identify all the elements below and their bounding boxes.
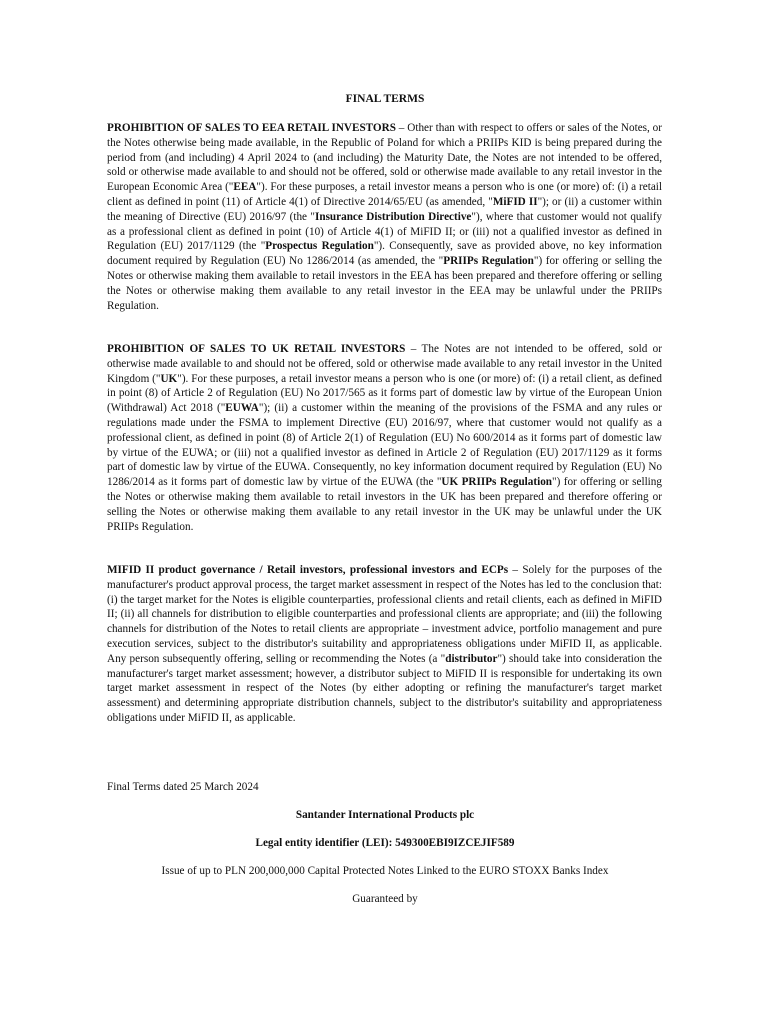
legal-entity-identifier: Legal entity identifier (LEI): 549300EBI9IZCEJIF589 [255, 837, 515, 849]
text-span: – Other than with respect to offers or sales of the Notes, or the Notes otherwise being made available, in the Republic of Poland for which a PRIIPs KID is being prepared during the period from (and including) 4 April 2024 to (and including) the Maturity Date, the Notes are not intended to be offered, sold or otherwise made available to and should not be offered, sold or otherwise made available to any retail investor in the European Economic Area (" [107, 122, 663, 194]
eea-heading: PROHIBITION OF SALES TO EEA RETAIL INVESTORS [107, 122, 396, 134]
mifid-governance-paragraph [107, 563, 662, 726]
text-span: – Solely for the purposes of the manufacturer's product approval process, the target market assessment in respect of the Notes has led to the conclusion that: (i) the target market for the Notes is eligible counterparties, professional clients and retail clients, each as defined in MiFID II; (ii) all channels for distribution to eligible counterparties and professional clients are appropriate; and (iii) the following channels for distribution of the Notes to retail clients are appropriate – investment advice, portfolio management and pure execution services, subject to the distributor's suitability and appropriateness obligations under MiFID II, as applicable. Any person subsequently offering, selling or recommending the Notes (a " [107, 564, 662, 665]
term-eea: EEA [233, 181, 257, 194]
text-span: "); (ii) a customer within the meaning of the provisions of the FSMA and any rules or regulations made under the FSMA to implement Directive (EU) 2016/97, where that customer would not qualify as a professional client, as defined in point (8) of Article 2(1) of Regulation (EU) No 600/2014 as it forms part of domestic law by virtue of the EUWA; or (iii) not a qualified investor as defined in Article 2 of Regulation (EU) 2017/1129 as it forms part of domestic law by virtue of the EUWA. Consequently, no key information document required by Regulation (EU) No 1286/2014 as it forms part of domestic law by virtue of the EUWA (the " [107, 402, 663, 489]
text-span: ") should take into consideration the manufacturer's target market assessment; however, a distributor subject to MiFID II is responsible for undertaking its own target market assessment in respect of the Notes (by either adopting or refining the manufacturer's target market assessment) and determining appropriate distribution channels, subject to the distributor's suitability and appropriateness obligations under MiFID II, as applicable. [107, 652, 662, 724]
text-span: ") for offering or selling the Notes or otherwise making them available to retail investors in the EEA has been prepared and therefore offering or selling the Notes or otherwise making them available to any retail investor in the EEA may be unlawful under the PRIIPs Regulation. [107, 255, 662, 312]
term-distributor: distributor [445, 652, 498, 665]
final-terms-date: Final Terms dated 25 March 2024 [107, 781, 259, 793]
term-idd: Insurance Distribution Directive [315, 210, 472, 223]
text-span: "). For these purposes, a retail investor means a person who is one (or more) of: (i) a retail client as defined in point (11) of Article 4(1) of Directive 2014/65/EU (as amended, " [107, 181, 663, 208]
guaranteed-by: Guaranteed by [352, 893, 418, 905]
uk-prohibition-paragraph [107, 342, 662, 534]
term-uk: UK [160, 372, 178, 385]
text-span: ") for offering or selling the Notes or otherwise making them available to retail investors in the UK has been prepared and therefore offering or selling the Notes or otherwise making them available to any retail investor in the UK may be unlawful under the UK PRIIPs Regulation. [107, 476, 662, 533]
text-span: "). Consequently, save as provided above, no key information document required by Regulation (EU) No 1286/2014 (as amended, the " [107, 240, 663, 268]
term-priips: PRIIPs Regulation [443, 255, 534, 268]
text-span: "); or (ii) a customer within the meaning of Directive (EU) 2016/97 (the " [107, 195, 662, 223]
eea-prohibition-paragraph [107, 121, 662, 313]
text-span: "), where that customer would not qualify as a professional client as defined in point (10) of Article 4(1) of MiFID II; or (iii) not a qualified investor as defined in Regulation (EU) 2017/1129 (the " [107, 210, 663, 253]
text-span: "). For these purposes, a retail investor means a person who is one (or more) of: (i) a retail client, as defined in point (8) of Article 2 of Regulation (EU) No 2017/565 as it forms part of domestic law by virtue of the European Union (Withdrawal) Act 2018 (" [107, 372, 662, 415]
mifid-heading: MIFID II product governance / Retail investors, professional investors and ECPs [107, 564, 509, 576]
term-euwa: EUWA [225, 402, 259, 415]
uk-heading: PROHIBITION OF SALES TO UK RETAIL INVESTORS [107, 343, 406, 355]
page-title: FINAL TERMS [345, 93, 425, 105]
text-span: – The Notes are not intended to be offered, sold or otherwise made available to and should not be offered, sold or otherwise made available to any retail investor in the United Kingdom (" [107, 343, 662, 385]
term-uk-priips: UK PRIIPs Regulation [441, 476, 553, 489]
term-mifid: MiFID II [492, 195, 538, 208]
issuer-name: Santander International Products plc [295, 809, 475, 821]
term-prospectus: Prospectus Regulation [265, 240, 374, 253]
issue-description: Issue of up to PLN 200,000,000 Capital Protected Notes Linked to the EURO STOXX Banks Index [161, 865, 609, 877]
